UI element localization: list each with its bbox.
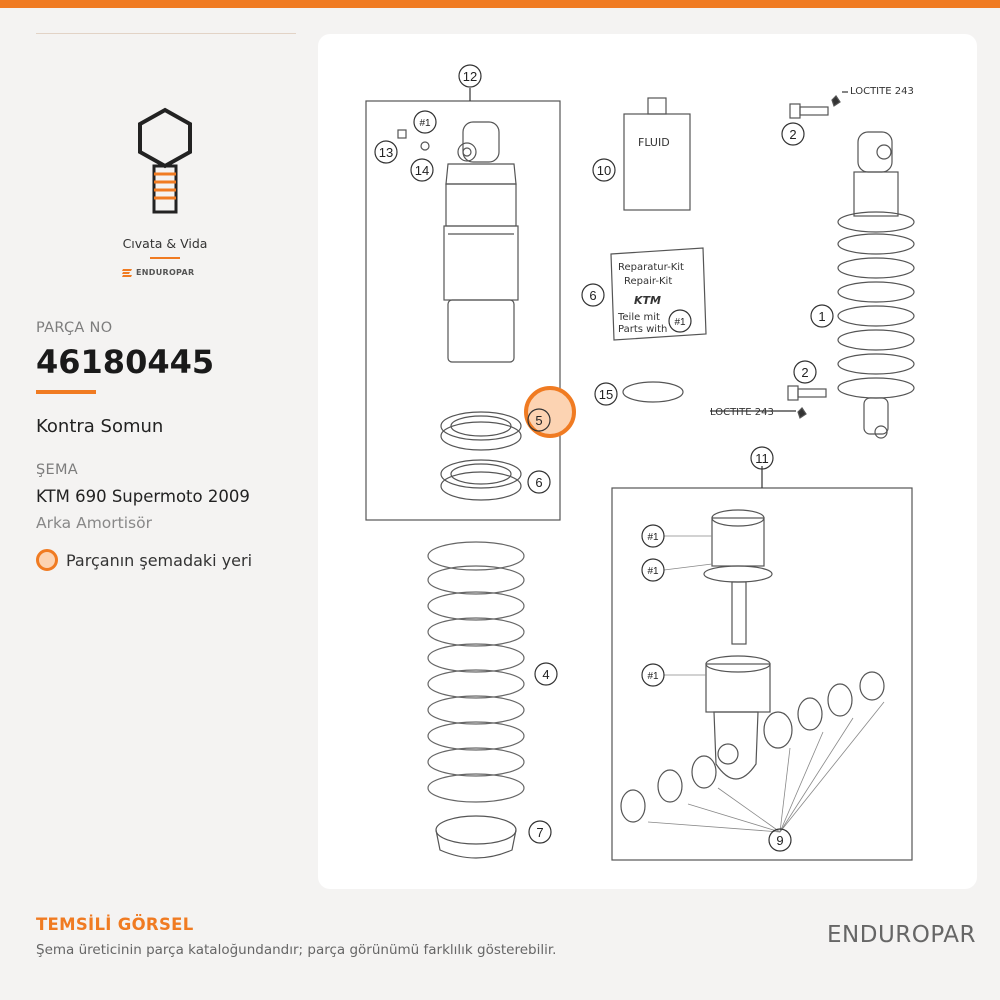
svg-text:4: 4 — [542, 667, 550, 682]
svg-text:11: 11 — [755, 451, 769, 466]
callout-6 — [528, 471, 550, 493]
category-label: Cıvata & Vida — [122, 236, 208, 251]
svg-text:1: 1 — [818, 309, 826, 324]
schema-section: Arka Amortisör — [36, 514, 152, 532]
callout-1 — [811, 305, 833, 327]
callout-4 — [535, 663, 557, 685]
callout-12 — [459, 65, 481, 87]
legend-text: Parçanın şemadaki yeri — [66, 550, 253, 570]
bolt-2-upper — [790, 96, 840, 118]
spring-seat-7 — [436, 816, 516, 858]
brand-small-text: ENDUROPAR — [136, 268, 195, 277]
svg-text:14: 14 — [414, 163, 430, 178]
callout-hash-1-c — [642, 664, 664, 686]
complete-shock-1 — [838, 132, 914, 438]
brand-logo-small — [122, 268, 194, 277]
part-number-label: PARÇA NO — [36, 320, 113, 336]
callout-hash-1-a — [642, 525, 664, 547]
svg-text:2: 2 — [789, 127, 797, 142]
kit-line-1: Reparatur-Kit — [618, 262, 684, 273]
callout-2-upper — [782, 123, 804, 145]
part-number: 46180445 — [36, 343, 215, 381]
fluid-bottle-10 — [624, 98, 690, 210]
circlip-15 — [623, 382, 683, 402]
callout-13 — [375, 141, 397, 163]
shock-internals-11 — [704, 510, 772, 779]
kit-line-2: Repair-Kit — [624, 276, 673, 287]
svg-text:#1: #1 — [419, 118, 431, 129]
callout-10 — [593, 159, 615, 181]
bolt-2-lower — [788, 386, 826, 418]
callout-14 — [411, 159, 433, 181]
svg-text:13: 13 — [378, 145, 394, 160]
kit-brand: KTM — [634, 294, 661, 307]
svg-text:12: 12 — [462, 69, 478, 84]
callout-hash-1-b — [642, 559, 664, 581]
callout-15 — [595, 383, 617, 405]
category-underline — [150, 257, 180, 259]
callout-11 — [751, 447, 773, 469]
spring-4 — [428, 542, 524, 802]
callout-2-lower — [794, 361, 816, 383]
callout-7 — [529, 821, 551, 843]
repair-kit-8 — [611, 248, 706, 340]
svg-text:#1: #1 — [647, 566, 659, 577]
callout-8 — [582, 284, 604, 306]
fluid-label: FLUID — [638, 136, 670, 149]
schema-model: KTM 690 Supermoto 2009 — [36, 487, 250, 506]
part-number-underline — [36, 390, 96, 394]
brand-mark-icon — [122, 269, 132, 277]
svg-text:#1: #1 — [647, 671, 659, 682]
top-divider — [36, 33, 296, 34]
kit-line-4: Teile mit — [618, 312, 660, 323]
loctite-label-upper: LOCTITE 243 — [850, 86, 914, 97]
location-legend — [36, 549, 252, 571]
callout-hash-1-kit — [669, 310, 691, 332]
exploded-diagram — [318, 34, 977, 889]
shock-absorber-body — [444, 122, 518, 362]
top-accent-bar — [0, 0, 1000, 8]
footer-note: Şema üreticinin parça kataloğundandır; parça görünümü farklılık gösterebilir. — [36, 942, 557, 958]
loctite-label-lower: LOCTITE 243 — [710, 407, 774, 418]
svg-text:6: 6 — [535, 475, 543, 490]
callout-hash-1-top — [414, 111, 436, 133]
bolt-icon — [130, 100, 200, 220]
seal-set-9 — [621, 672, 884, 822]
svg-text:10: 10 — [596, 163, 612, 178]
footer-brand: ENDUROPAR — [827, 922, 976, 948]
lock-nut-6 — [441, 460, 521, 500]
footer-title: TEMSİLİ GÖRSEL — [36, 915, 194, 934]
callout-9 — [769, 829, 791, 851]
svg-text:#1: #1 — [674, 317, 686, 328]
svg-text:15: 15 — [598, 387, 614, 402]
svg-text:6: 6 — [589, 288, 597, 303]
svg-text:9: 9 — [776, 833, 784, 848]
part-name: Kontra Somun — [36, 416, 164, 437]
svg-text:7: 7 — [536, 825, 544, 840]
svg-text:2: 2 — [801, 365, 809, 380]
kit-line-5: Parts with — [618, 324, 668, 335]
legend-marker-icon — [36, 549, 58, 571]
svg-text:5: 5 — [535, 413, 543, 428]
svg-text:#1: #1 — [647, 532, 659, 543]
schema-label: ŞEMA — [36, 462, 78, 478]
diagram-panel — [318, 34, 977, 889]
lock-nut-5 — [441, 412, 521, 450]
